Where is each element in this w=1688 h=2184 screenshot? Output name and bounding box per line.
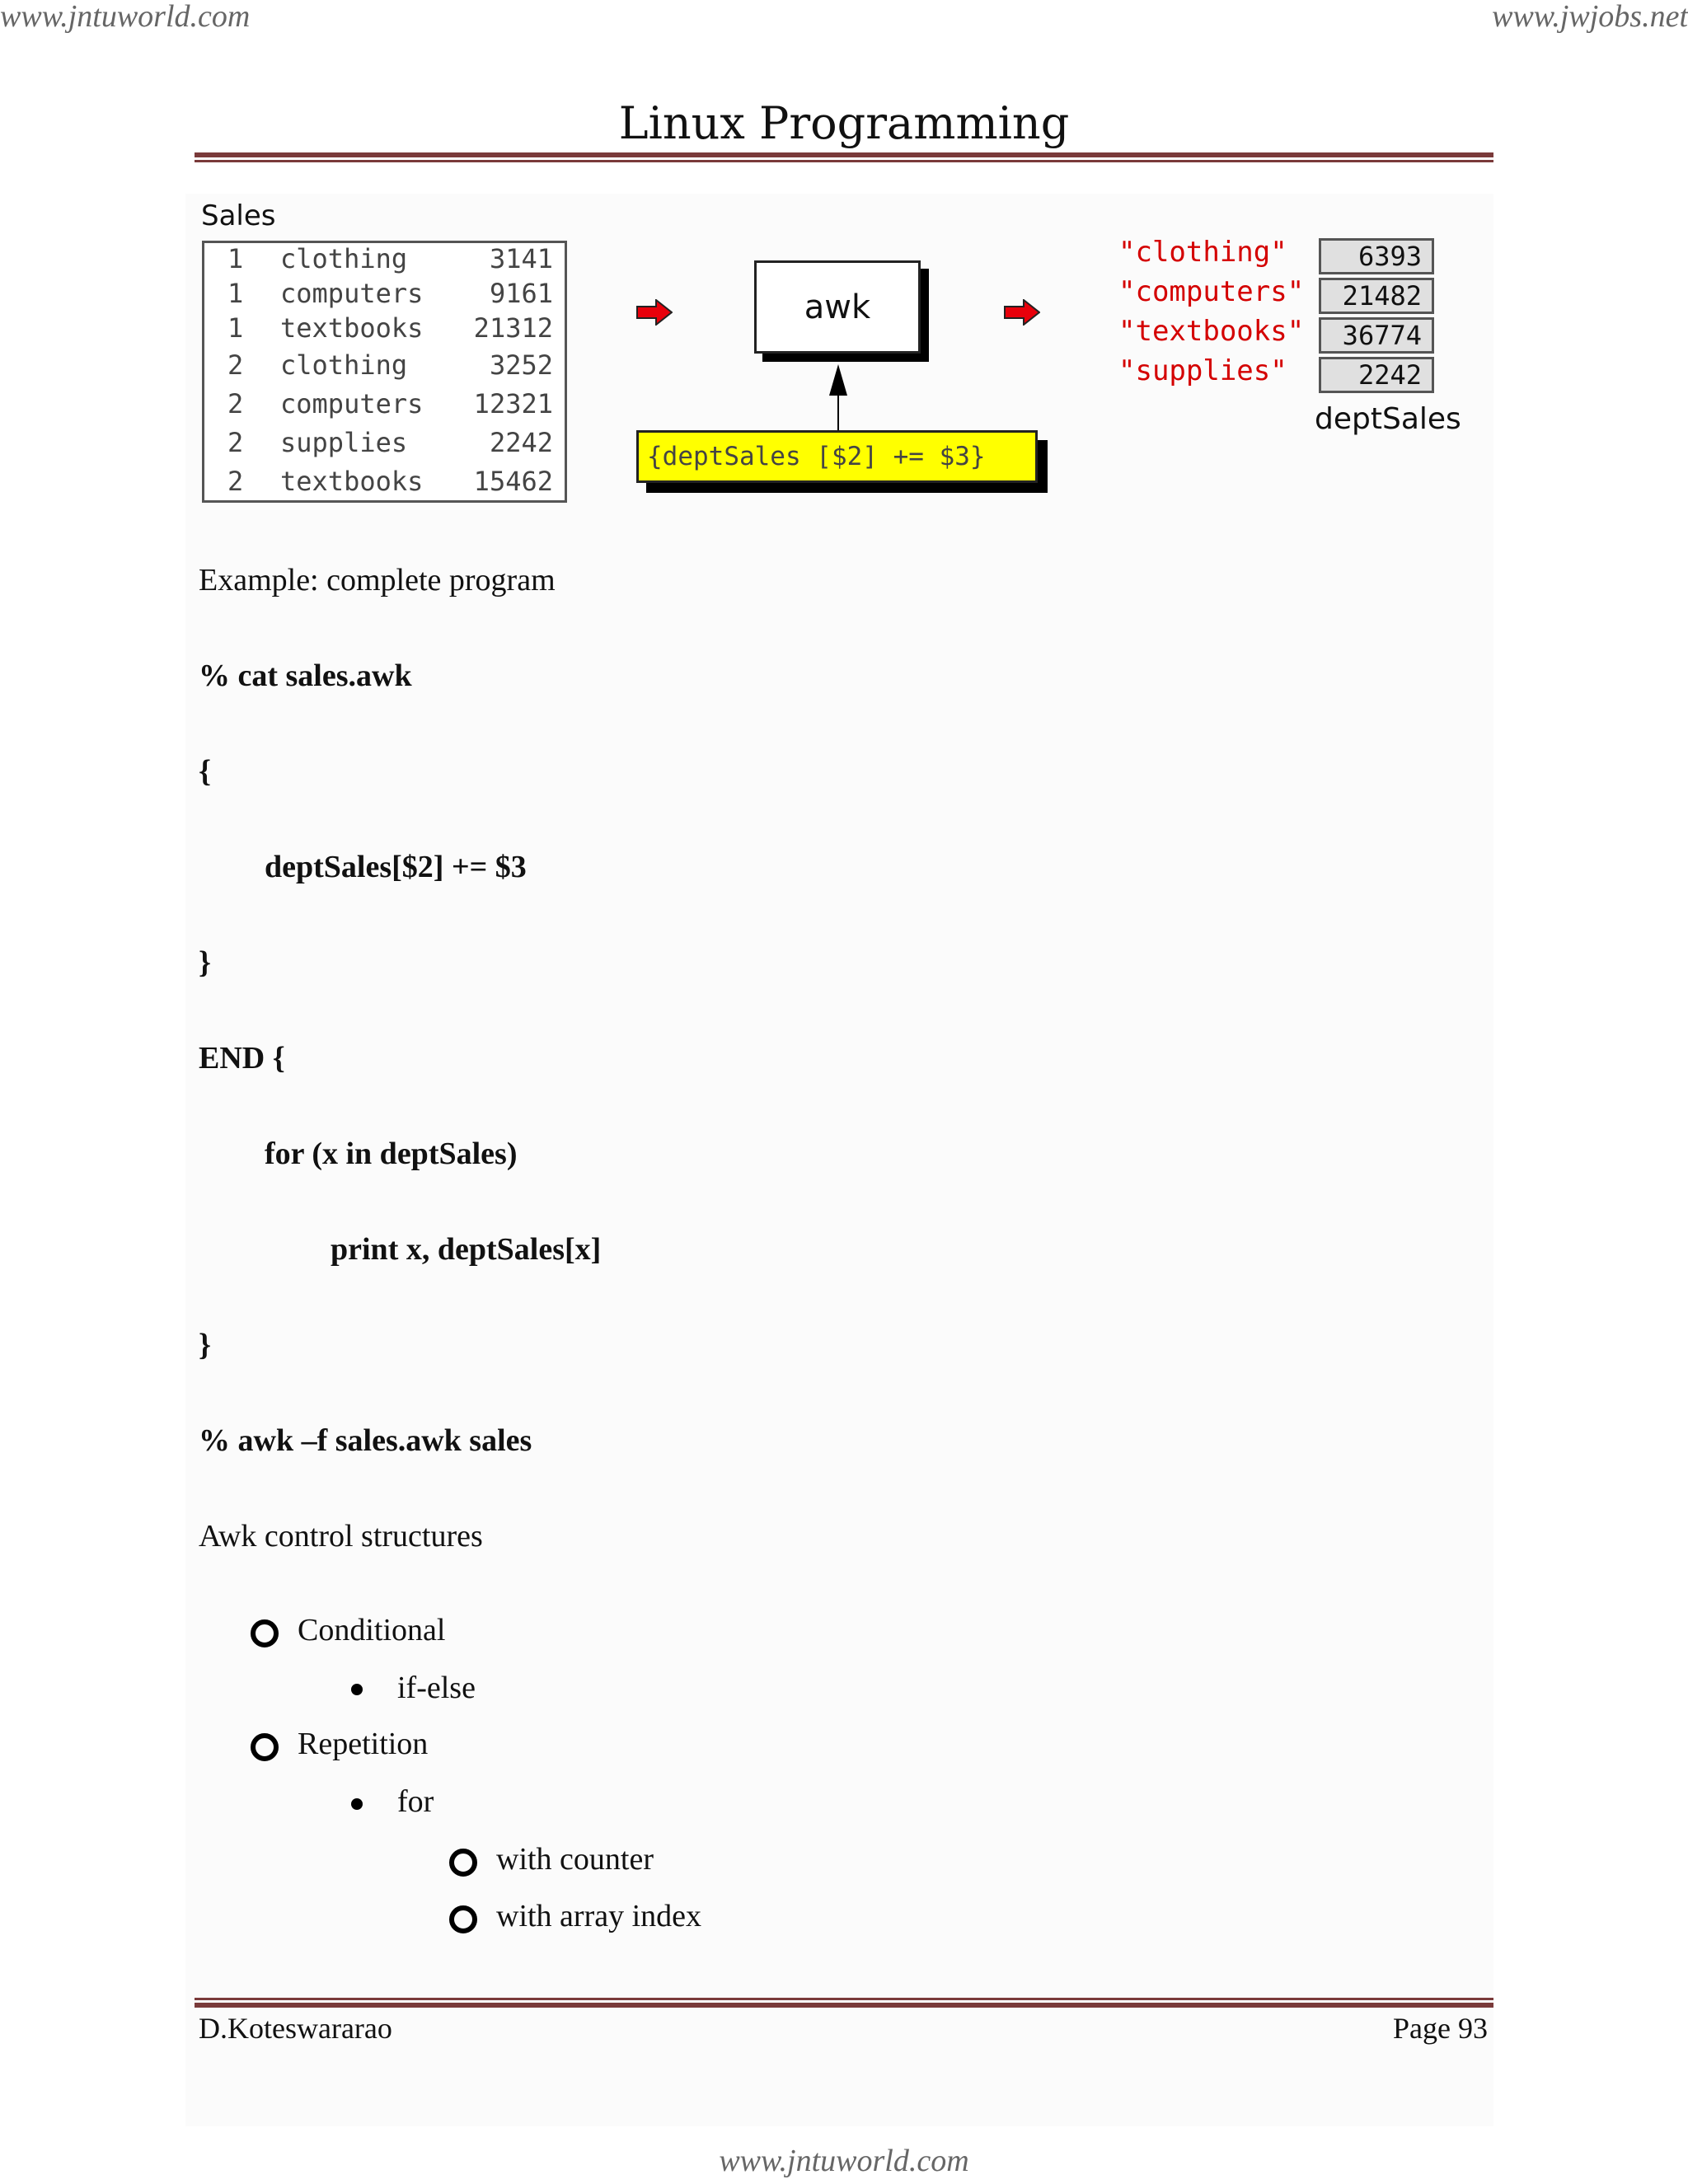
code-line: } [199, 945, 211, 980]
list-item: with array index [496, 1899, 702, 1933]
array-label: deptSales [1315, 402, 1461, 436]
sales-row-number: 2 [227, 466, 244, 497]
up-arrow-icon [828, 364, 848, 432]
footer-author: D.Koteswararao [199, 2012, 392, 2045]
sales-row-amount: 3141 [489, 243, 553, 274]
sales-row [204, 349, 565, 382]
array-key: "computers" [1118, 275, 1305, 308]
sales-row [204, 427, 565, 460]
sales-row [204, 388, 565, 421]
sales-row-number: 1 [227, 278, 244, 309]
code-box: {deptSales [$2] += $3} [636, 430, 1038, 483]
sales-row-amount: 2242 [489, 427, 553, 458]
watermark-top-right[interactable]: www.jwjobs.net [1492, 0, 1688, 34]
bullet-icon [351, 1684, 363, 1695]
sales-row [204, 312, 565, 345]
sales-row-amount: 3252 [489, 349, 553, 381]
awk-box: awk [754, 260, 921, 354]
sales-row [204, 278, 565, 311]
bullet-icon [351, 1798, 363, 1810]
code-line: } [199, 1328, 211, 1362]
sales-row-number: 1 [227, 243, 244, 274]
sales-row-department: computers [280, 388, 424, 419]
watermark-bottom[interactable]: www.jntuworld.com [719, 2144, 969, 2178]
watermark-top-left[interactable]: www.jntuworld.com [0, 0, 251, 34]
right-arrow-icon [1004, 299, 1040, 326]
sales-row-department: clothing [280, 349, 408, 381]
sales-row-number: 2 [227, 427, 244, 458]
hollow-bullet-icon [449, 1905, 477, 1933]
footer-rule [195, 1998, 1493, 2008]
list-item: Conditional [298, 1613, 446, 1647]
sales-row-number: 2 [227, 349, 244, 381]
code-line: deptSales[$2] += $3 [265, 850, 527, 884]
list-item: if-else [397, 1671, 476, 1705]
sales-row-amount: 21312 [473, 312, 553, 344]
list-item: with counter [496, 1842, 654, 1877]
hollow-bullet-icon [251, 1733, 279, 1761]
array-key: "textbooks" [1118, 315, 1305, 348]
array-value: 2242 [1319, 357, 1434, 393]
code-line: { [199, 754, 211, 789]
sales-row [204, 243, 565, 276]
sales-row [204, 466, 565, 499]
hollow-bullet-icon [449, 1849, 477, 1877]
array-value: 36774 [1319, 317, 1434, 354]
code-line: % cat sales.awk [199, 658, 412, 693]
sales-row-amount: 12321 [473, 388, 553, 419]
page-title: Linux Programming [618, 97, 1070, 149]
list-item: Repetition [298, 1727, 429, 1761]
array-value: 21482 [1319, 278, 1434, 314]
array-key: "supplies" [1118, 354, 1287, 387]
header-rule [195, 152, 1493, 162]
code-line: % awk –f sales.awk sales [199, 1423, 532, 1458]
sales-row-department: textbooks [280, 466, 424, 497]
sales-table [202, 241, 567, 503]
code-line: print x, deptSales[x] [331, 1232, 602, 1267]
sales-row-number: 1 [227, 312, 244, 344]
page-number: Page 93 [1393, 2012, 1488, 2045]
example-heading: Example: complete program [199, 563, 556, 598]
sales-row-department: textbooks [280, 312, 424, 344]
code-line: for (x in deptSales) [265, 1137, 518, 1171]
code-line: END { [199, 1041, 285, 1076]
list-item: for [397, 1784, 434, 1819]
control-heading: Awk control structures [199, 1519, 483, 1554]
sales-row-amount: 15462 [473, 466, 553, 497]
sales-row-department: computers [280, 278, 424, 309]
sales-row-number: 2 [227, 388, 244, 419]
array-key: "clothing" [1118, 236, 1287, 269]
array-value: 6393 [1319, 238, 1434, 274]
sales-row-department: supplies [280, 427, 408, 458]
sales-label: Sales [201, 199, 276, 232]
sales-row-department: clothing [280, 243, 408, 274]
sales-row-amount: 9161 [489, 278, 553, 309]
hollow-bullet-icon [251, 1619, 279, 1647]
right-arrow-icon [636, 299, 673, 326]
deptsales-array [1319, 235, 1434, 393]
